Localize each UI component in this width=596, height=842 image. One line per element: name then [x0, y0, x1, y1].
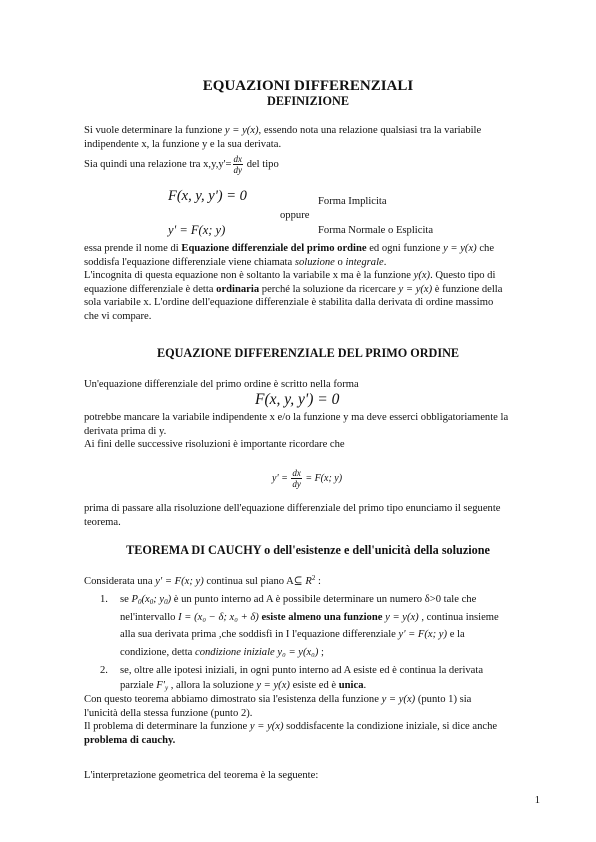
- text: che vi compare.: [84, 310, 152, 322]
- cauchy-conditions-list: [84, 591, 532, 693]
- intro-paragraph: [84, 124, 532, 151]
- text: derivata prima di y.: [84, 425, 167, 437]
- text: Considerata una: [84, 576, 153, 587]
- subscript: 0: [137, 598, 142, 606]
- text: essa prende il nome di: [84, 243, 182, 254]
- fraction-dx-dy: [233, 154, 244, 175]
- text: nel'intervallo: [120, 611, 176, 623]
- italic-term: soluzione: [294, 256, 335, 268]
- section-subtitle-definizione: DEFINIZIONE: [267, 94, 349, 108]
- subscript: 0: [149, 598, 154, 606]
- derivative-equation: [272, 468, 342, 489]
- text: se: [120, 594, 129, 605]
- section2-equation: F(x, y, y') = 0: [255, 391, 340, 408]
- intro-text: Sia quindi una relazione tra x,y,y'=: [84, 158, 232, 170]
- text: che: [476, 243, 495, 254]
- partial-derivative: [156, 680, 168, 691]
- bold-term: Equazione differenziale del primo ordine: [181, 243, 367, 254]
- bold-term: esiste almeno una funzione: [258, 611, 383, 623]
- geometric-interpretation-line: L'interpretazione geometrica del teorema è la seguente:: [84, 770, 319, 781]
- text: se, oltre alle ipotesi iniziali, in ogni punto interno ad A esiste ed è continua la derivata: [120, 665, 484, 676]
- fraction-denominator: dy: [233, 165, 243, 175]
- intro-text: , essendo nota una relazione qualsiasi tra la variabile: [258, 125, 482, 136]
- eq-part: = F(x; y): [305, 472, 343, 484]
- inline-math: y = y(x): [385, 611, 419, 623]
- normal-form-label: Forma Normale o Esplicita: [318, 225, 434, 236]
- bold-term: ordinaria: [216, 283, 260, 295]
- inline-math: y = y(x): [256, 680, 290, 691]
- text: . Questo tipo di: [430, 270, 496, 282]
- math-p: P: [131, 594, 138, 605]
- oppure-label: oppure: [280, 210, 310, 221]
- inline-math: y₀ = y(x₀): [277, 646, 319, 658]
- normal-form-equation: y' = F(x; y): [168, 223, 226, 237]
- text: o: [334, 256, 346, 268]
- text: teorema.: [84, 516, 121, 528]
- text: perché la soluzione da ricercare: [259, 283, 396, 295]
- text: L'incognita di questa equazione non è soltanto la variabile x ma è la funzione: [84, 270, 411, 282]
- text: , continua insieme: [418, 611, 499, 623]
- section-heading-cauchy: TEOREMA DI CAUCHY o dell'esistenze e dell'unicità della soluzione: [126, 543, 490, 557]
- list-number: 1.: [100, 594, 108, 605]
- inline-math: y = y(x): [443, 243, 477, 254]
- text: esiste ed è: [289, 680, 339, 691]
- text: condizione, detta: [120, 646, 196, 658]
- intro-text: indipendente x, la funzione y e la sua derivata.: [84, 138, 282, 150]
- text: , allora la soluzione: [168, 680, 254, 691]
- text: .: [363, 680, 367, 691]
- cauchy-condition-2: [100, 663, 532, 693]
- text: .: [383, 256, 387, 268]
- inline-math: I = (x₀ − δ; x₀ + δ): [178, 611, 259, 623]
- section-heading-primo-ordine: EQUAZIONE DIFFERENZIALE DEL PRIMO ORDINE: [156, 346, 460, 360]
- inline-math: y = y(x): [398, 283, 433, 295]
- inline-math: y(x): [413, 270, 431, 282]
- text: :: [315, 576, 321, 587]
- text: Ai fini delle successive risoluzioni è importante ricordare che: [84, 439, 345, 451]
- subset-symbol: ⊆: [293, 576, 303, 587]
- page-number: 1: [534, 795, 540, 806]
- fraction-numerator: dx: [233, 154, 243, 164]
- text: è funzione della: [432, 283, 503, 295]
- text: e la: [447, 629, 465, 640]
- text: continua sul piano A: [203, 576, 294, 587]
- text: parziale: [120, 680, 154, 691]
- text: prima di passare alla risoluzione dell'equazione differenziale del primo tipo enunciamo il seguente: [84, 503, 501, 514]
- italic-term: condizione iniziale: [195, 646, 275, 658]
- exponent: 2: [311, 574, 316, 582]
- inline-math: y' = F(x; y): [398, 629, 448, 640]
- fraction-dx-dy: [291, 468, 302, 489]
- cauchy-condition-1: [100, 591, 532, 661]
- inline-math: y = y(x): [381, 694, 416, 705]
- implicit-form-label: Forma Implicita: [318, 196, 387, 207]
- math-r: R: [305, 576, 312, 587]
- intro-text: del tipo: [246, 158, 279, 170]
- text: (punto 1) sia: [415, 694, 472, 705]
- inline-math: y' = F(x; y): [155, 576, 204, 587]
- text: sola variabile x. L'ordine dell'equazione differenziale è stabilita dalla derivata di ordine massimo: [84, 297, 494, 309]
- bold-term: problema di cauchy.: [84, 734, 176, 746]
- text: ed ogni funzione: [366, 243, 441, 254]
- intro-text: Si vuole determinare la funzione: [84, 125, 223, 136]
- bold-term: unica: [338, 680, 364, 691]
- text: Con questo teorema abbiamo dimostrato sia l'esistenza della funzione: [84, 694, 379, 705]
- text: Il problema di determinare la funzione: [84, 721, 248, 733]
- point-p0: [131, 594, 171, 605]
- text: potrebbe mancare la variabile indipendente x e/o la funzione y ma deve esserci obbligatoriamente la: [84, 412, 509, 423]
- document-title: EQUAZIONI DIFFERENZIALI: [202, 78, 414, 94]
- math-part: ): [167, 594, 172, 605]
- definition-paragraph: [84, 242, 532, 324]
- eq-part: y' =: [272, 472, 288, 484]
- section2-paragraph: [84, 411, 532, 452]
- text: alla sua derivata prima ,che soddisfi in I l'equazione differenziale: [120, 629, 396, 640]
- fraction-denominator: dy: [292, 479, 301, 489]
- cauchy-intro: [84, 575, 532, 589]
- list-number: 2.: [100, 665, 108, 676]
- text: soddisfacente la condizione iniziale, si dice anche: [283, 721, 498, 733]
- inline-math: y = y(x): [224, 125, 259, 136]
- section2-line1: Un'equazione differenziale del primo ordine è scritto nella forma: [84, 379, 359, 390]
- subscript: 0: [164, 598, 168, 606]
- implicit-form-equation: F(x, y, y') = 0: [168, 188, 247, 204]
- inline-math: y = y(x): [249, 721, 284, 733]
- text: ;: [318, 646, 324, 658]
- text: equazione differenziale è detta: [84, 283, 217, 295]
- cauchy-conclusion: [84, 693, 532, 747]
- fraction-numerator: dx: [292, 468, 301, 478]
- text: è un punto interno ad A è possibile determinare un numero δ>0 tale che: [171, 594, 477, 605]
- text: l'unicità della stessa funzione (punto 2).: [84, 707, 253, 719]
- intro-derivative-line: [84, 154, 384, 175]
- math-part: ; y: [153, 594, 165, 605]
- subscript: y: [164, 684, 169, 692]
- italic-term: integrale: [345, 256, 384, 268]
- section2-closing: [84, 502, 532, 529]
- math-part: (x: [141, 594, 150, 605]
- math-part: F': [156, 680, 165, 691]
- text: soddisfa l'equazione differenziale viene chiamata: [84, 256, 295, 268]
